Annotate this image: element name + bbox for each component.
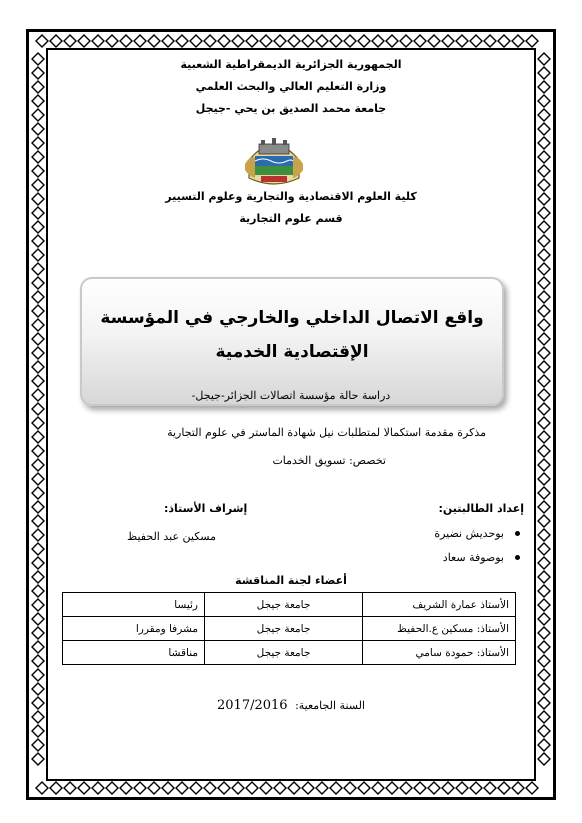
ornament-diamond [538, 627, 550, 639]
ornament-diamond [470, 782, 482, 794]
ornament-diamond [32, 123, 44, 135]
thesis-title-box [80, 277, 504, 406]
ornament-diamond [538, 67, 550, 79]
ornament-diamond [538, 543, 550, 555]
table-row [63, 593, 516, 617]
ornament-diamond [456, 35, 468, 47]
ornament-diamond [36, 782, 48, 794]
ornament-diamond [538, 697, 550, 709]
ornament-diamond [32, 207, 44, 219]
role-cell: رئيسا [63, 593, 205, 617]
thesis-title: واقع الاتصال الداخلي والخارجي في المؤسسة الإقتصادية الخدمية [100, 308, 484, 362]
ornament-diamond [176, 35, 188, 47]
ornament-diamond [32, 599, 44, 611]
ornament-diamond [218, 782, 230, 794]
ornament-diamond [330, 782, 342, 794]
ornament-diamond [32, 277, 44, 289]
member-cell: الأستاذ: مسكين ع.الحفيظ [363, 617, 516, 641]
ornament-diamond [344, 782, 356, 794]
ornament-diamond [344, 35, 356, 47]
ornament-diamond [32, 291, 44, 303]
ornament-diamond [538, 417, 550, 429]
republic-line: الجمهورية الجزائرية الديمقراطية الشعبية [180, 58, 402, 71]
ornament-diamond [32, 361, 44, 373]
ornament-diamond [204, 782, 216, 794]
ornament-diamond [538, 585, 550, 597]
ornament-diamond [32, 431, 44, 443]
ornament-diamond [32, 739, 44, 751]
ornament-diamond [32, 543, 44, 555]
committee-label: أعضاء لجنة المناقشة [235, 574, 347, 587]
ornament-diamond [260, 782, 272, 794]
ornament-diamond [120, 35, 132, 47]
ornament-diamond [92, 782, 104, 794]
ornament-diamond [32, 571, 44, 583]
ornament-diamond [470, 35, 482, 47]
ornament-diamond [538, 431, 550, 443]
ornament-diamond [32, 725, 44, 737]
ornament-diamond [32, 235, 44, 247]
ornament-diamond [538, 137, 550, 149]
ornament-diamond [512, 35, 524, 47]
ornament-diamond [32, 585, 44, 597]
ornament-diamond [32, 697, 44, 709]
ornament-diamond [148, 35, 160, 47]
ornament-diamond [288, 782, 300, 794]
ornament-diamond [538, 753, 550, 765]
ornament-diamond [32, 193, 44, 205]
ornament-diamond [64, 35, 76, 47]
ornament-diamond [50, 35, 62, 47]
ornament-diamond [148, 782, 160, 794]
ornament-diamond [538, 641, 550, 653]
ornament-diamond [32, 529, 44, 541]
ornament-diamond [538, 375, 550, 387]
department-line: قسم علوم التجارية [239, 212, 343, 225]
role-cell: مشرفا ومقررا [63, 617, 205, 641]
cover-page [56, 56, 526, 774]
ornament-diamond [32, 319, 44, 331]
ornament-diamond [32, 487, 44, 499]
ornament-diamond [538, 179, 550, 191]
list-item [434, 546, 524, 570]
ornament-diamond [92, 35, 104, 47]
ornament-diamond [32, 347, 44, 359]
ornament-diamond [232, 35, 244, 47]
ornament-diamond [372, 782, 384, 794]
ornament-diamond [32, 165, 44, 177]
ornament-diamond [32, 179, 44, 191]
ornament-diamond [274, 782, 286, 794]
ornament-diamond [32, 403, 44, 415]
ornament-diamond [538, 263, 550, 275]
ornament-diamond [106, 782, 118, 794]
ornament-diamond [32, 683, 44, 695]
institution-cell: جامعة جيجل [205, 593, 363, 617]
ornament-diamond [526, 782, 538, 794]
academic-year [56, 698, 526, 713]
ornament-diamond [484, 782, 496, 794]
ornament-diamond [538, 445, 550, 457]
ornament-diamond [32, 137, 44, 149]
university-seal-icon [241, 134, 307, 186]
ornament-diamond [456, 782, 468, 794]
ornament-diamond [78, 782, 90, 794]
role-cell: مناقشا [63, 641, 205, 665]
ornament-diamond [358, 35, 370, 47]
member-cell: الأستاذ: حمودة سامي [363, 641, 516, 665]
supervisor-label: إشراف الأستاذ: [164, 502, 248, 515]
ornament-diamond [414, 35, 426, 47]
ornament-diamond [32, 613, 44, 625]
specialization-line: تخصص: تسويق الخدمات [272, 454, 386, 467]
ornament-diamond [442, 35, 454, 47]
case-study-line: دراسة حالة مؤسسة اتصالات الجزائر-جيجل- [191, 389, 391, 402]
ornament-diamond [316, 782, 328, 794]
ornament-diamond [32, 151, 44, 163]
student-name: بوصوفة سعاد [442, 551, 504, 564]
ornament-diamond [32, 753, 44, 765]
ornament-diamond [106, 35, 118, 47]
ornament-diamond [32, 473, 44, 485]
ornament-diamond [538, 305, 550, 317]
ornament-diamond [512, 782, 524, 794]
thesis-statement: مذكرة مقدمة استكمالا لمتطلبات نيل شهادة الماستر في علوم التجارية [167, 426, 486, 439]
ornament-diamond [414, 782, 426, 794]
ornament-diamond [400, 35, 412, 47]
ornament-diamond [538, 459, 550, 471]
ornament-diamond [372, 35, 384, 47]
ministry-line: وزارة التعليم العالي والبحث العلمي [195, 80, 387, 93]
ornament-diamond [302, 782, 314, 794]
ornament-diamond [538, 529, 550, 541]
ornament-diamond [330, 35, 342, 47]
ornament-diamond [538, 151, 550, 163]
ornament-diamond [386, 782, 398, 794]
ornament-diamond [386, 35, 398, 47]
ornament-diamond [162, 35, 174, 47]
ornament-diamond [538, 165, 550, 177]
ornament-diamond [32, 375, 44, 387]
ornament-diamond [538, 361, 550, 373]
ornament-diamond [32, 263, 44, 275]
ornament-diamond [232, 782, 244, 794]
ornament-diamond [428, 782, 440, 794]
ornament-diamond [32, 67, 44, 79]
ornament-diamond [498, 782, 510, 794]
ornament-diamond [32, 109, 44, 121]
ornament-diamond [218, 35, 230, 47]
ornament-diamond [274, 35, 286, 47]
ornament-diamond [32, 305, 44, 317]
ornament-diamond [246, 35, 258, 47]
table-row [63, 641, 516, 665]
ornament-diamond [50, 782, 62, 794]
ornament-diamond [538, 193, 550, 205]
ornament-diamond [190, 35, 202, 47]
ornament-diamond [538, 291, 550, 303]
ornament-diamond [538, 53, 550, 65]
institution-cell: جامعة جيجل [205, 641, 363, 665]
ornament-diamond [32, 711, 44, 723]
ornament-diamond [302, 35, 314, 47]
committee-table [62, 592, 516, 665]
ornament-diamond [32, 53, 44, 65]
ornament-diamond [538, 277, 550, 289]
student-name: بوحديش نضيرة [434, 527, 504, 540]
ornament-diamond [400, 782, 412, 794]
ornament-diamond [538, 571, 550, 583]
ornament-diamond [538, 711, 550, 723]
ornament-diamond [538, 487, 550, 499]
ornament-diamond [32, 333, 44, 345]
ornament-diamond [428, 35, 440, 47]
member-cell: الأستاذ عمارة الشريف [363, 593, 516, 617]
ornament-diamond [32, 557, 44, 569]
ornament-diamond [32, 389, 44, 401]
ornament-diamond [176, 782, 188, 794]
ornament-diamond [538, 725, 550, 737]
ornament-diamond [32, 641, 44, 653]
ornament-diamond [538, 221, 550, 233]
ornament-diamond [526, 35, 538, 47]
ornament-diamond [190, 782, 202, 794]
ornament-diamond [162, 782, 174, 794]
ornament-diamond [64, 782, 76, 794]
ornament-diamond [538, 515, 550, 527]
academic-year-value: 2017/2016 [217, 698, 288, 713]
students-label: إعداد الطالبتين: [438, 502, 524, 515]
ornament-diamond [498, 35, 510, 47]
ornament-diamond [32, 515, 44, 527]
ornament-diamond [32, 249, 44, 261]
ornament-diamond [538, 109, 550, 121]
ornament-diamond [538, 669, 550, 681]
ornament-diamond [316, 35, 328, 47]
ornament-diamond [538, 599, 550, 611]
ornament-diamond [204, 35, 216, 47]
ornament-diamond [246, 782, 258, 794]
ornament-diamond [32, 81, 44, 93]
ornament-diamond [32, 417, 44, 429]
student-list [434, 522, 524, 570]
ornament-diamond [484, 35, 496, 47]
ornament-diamond [288, 35, 300, 47]
ornament-diamond [538, 319, 550, 331]
bullet-icon [515, 531, 520, 536]
ornament-diamond [442, 782, 454, 794]
ornament-diamond [134, 35, 146, 47]
ornament-diamond [538, 739, 550, 751]
ornament-diamond [538, 347, 550, 359]
ornament-diamond [538, 123, 550, 135]
ornament-diamond [32, 221, 44, 233]
ornament-diamond [32, 627, 44, 639]
list-item [434, 522, 524, 546]
ornament-diamond [358, 782, 370, 794]
ornament-diamond [538, 403, 550, 415]
faculty-line: كلية العلوم الاقتصادية والتجارية وعلوم التسيير [165, 190, 417, 203]
ornament-diamond [32, 459, 44, 471]
institution-cell: جامعة جيجل [205, 617, 363, 641]
ornament-diamond [538, 557, 550, 569]
ornament-diamond [538, 95, 550, 107]
ornament-diamond [32, 95, 44, 107]
ornament-diamond [32, 655, 44, 667]
ornament-diamond [134, 782, 146, 794]
ornament-diamond [120, 782, 132, 794]
ornament-diamond [538, 333, 550, 345]
ornament-diamond [538, 389, 550, 401]
ornament-diamond [32, 669, 44, 681]
table-row [63, 617, 516, 641]
ornament-diamond [538, 655, 550, 667]
university-line: جامعة محمد الصديق بن يحي -جيجل [195, 102, 387, 115]
ornament-diamond [538, 249, 550, 261]
bullet-icon [515, 555, 520, 560]
ornament-diamond [538, 235, 550, 247]
ornament-diamond [36, 35, 48, 47]
ornament-diamond [538, 207, 550, 219]
ornament-diamond [32, 445, 44, 457]
ornament-diamond [538, 473, 550, 485]
ornament-diamond [538, 683, 550, 695]
ornament-diamond [32, 501, 44, 513]
academic-year-label: السنة الجامعية: [295, 699, 365, 712]
ornament-diamond [260, 35, 272, 47]
ornament-diamond [78, 35, 90, 47]
ornament-diamond [538, 81, 550, 93]
supervisor-name: مسكين عبد الحفيظ [127, 530, 216, 543]
ornament-diamond [538, 501, 550, 513]
ornament-diamond [538, 613, 550, 625]
